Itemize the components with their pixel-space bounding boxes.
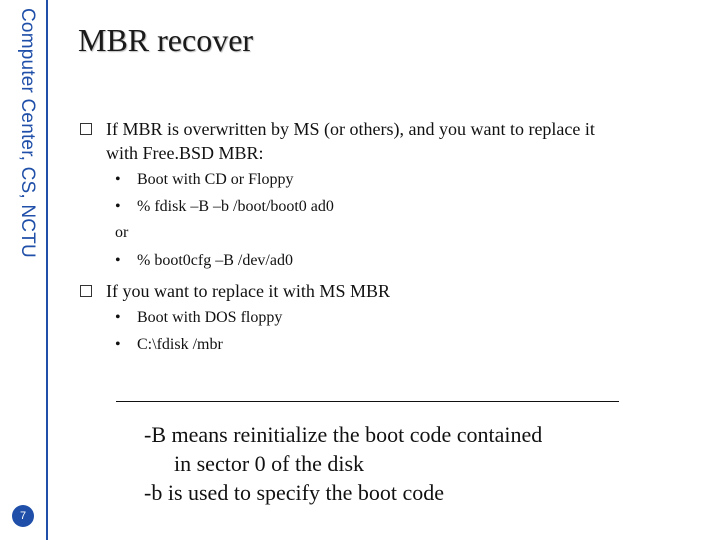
bullet-dot-icon: • [115, 309, 121, 326]
section-ms-mbr [80, 279, 680, 305]
checkbox-bullet-icon [80, 123, 92, 135]
sidebar [0, 0, 46, 540]
or-label: or [115, 224, 129, 241]
section-text-line: with Free.BSD MBR: [106, 143, 264, 163]
footnote-line: -b is used to specify the boot code [144, 480, 444, 505]
section-text-line: If you want to replace it with MS MBR [106, 281, 390, 301]
section-text-line: If MBR is overwritten by MS (or others), and you want to replace it [106, 119, 595, 139]
bullet-dot-icon: • [115, 198, 121, 215]
bullet-dot-icon: • [115, 336, 121, 353]
divider-line [116, 401, 619, 402]
footnote-line: in sector 0 of the disk [174, 451, 365, 476]
checkbox-bullet-icon [80, 285, 92, 297]
bullet-dot-icon: • [115, 252, 121, 269]
sidebar-org-label: Computer Center, CS, NCTU [17, 8, 38, 258]
bullet-dot-icon: • [115, 171, 121, 188]
section-freebsd-mbr [80, 117, 680, 167]
page-number-badge: 7 [12, 505, 34, 527]
sidebar-divider [46, 0, 48, 540]
footnote-line: -B means reinitialize the boot code contained [144, 422, 543, 447]
slide-title: MBR recover [78, 22, 254, 58]
